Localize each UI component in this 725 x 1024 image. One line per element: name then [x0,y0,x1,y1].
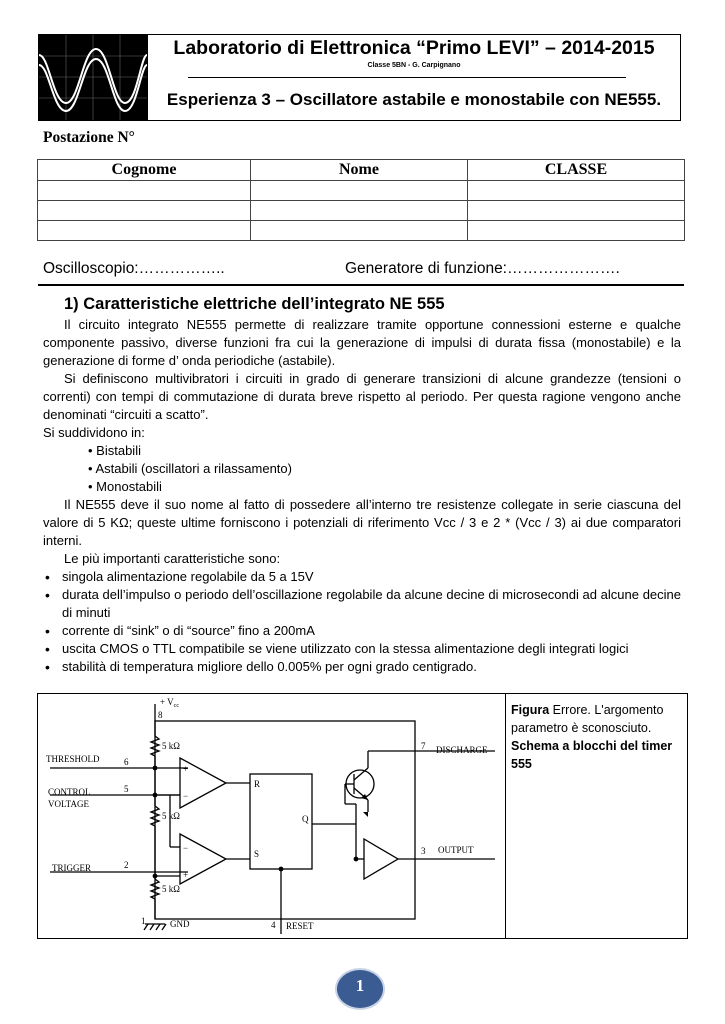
discharge-label: DISCHARGE [436,745,488,755]
nome-cell[interactable] [251,201,468,221]
vcc-label: + $V_{cc}$ [160,697,179,709]
list-item: • singola alimentazione regolabile da 5 a 15V [43,568,681,586]
pin-number: 5 [124,784,129,794]
postazione-label: Postazione N° [43,129,135,146]
flipflop-q: Q [302,814,309,824]
paragraph: Si suddividono in: [43,425,145,440]
list-item: • durata dell’impulso o periodo dell’oscillazione regolabile da alcune decine di microsecondi ad alcune decine di minuti [43,586,681,622]
caption-title: Schema a blocchi del timer 555 [511,739,673,771]
paragraph: Il NE555 deve il suo nome al fatto di possedere all’interno tre resistenze collegate in serie ciascuna del valore di 5 KΩ; queste ultime forniscono i potenziali di riferimento Vcc / 3 e 2 * (Vcc / 3) ai due comparatori interni. [43,497,681,548]
column-header: Cognome [38,160,251,181]
comparator-input-sign: − [183,791,189,801]
cognome-cell[interactable] [38,201,251,221]
features-list [43,568,681,676]
generator-text: Generatore di funzione:…………………. [345,260,620,277]
list-item: • Bistabili [88,442,681,460]
cognome-cell[interactable] [38,221,251,241]
oscilloscope-field[interactable]: Oscilloscopio:…………….. [43,260,225,277]
timer-555-block-diagram [40,696,502,936]
figure-caption [511,701,683,773]
resistor-label: 5 kΩ [162,884,180,894]
list-item: • corrente di “sink” o di “source” fino a 200mA [43,622,681,640]
caption-label: Figura [511,703,550,717]
section-rule [38,284,684,286]
class-line: Classe 5BN - G. Carpignano [367,62,461,69]
paragraph: Le più importanti caratteristiche sono: [64,551,281,566]
flipflop-s: S [254,849,260,859]
pin-number: 6 [124,757,129,767]
list-item: • Astabili (oscillatori a rilassamento) [88,460,681,478]
nome-cell[interactable] [251,181,468,201]
caption-error: Errore. L'argomento parametro è sconosciuto. [511,703,664,735]
column-header: CLASSE [468,160,685,181]
gnd-label: GND [170,919,190,929]
comparator-input-sign: − [183,843,189,853]
pin-number: 8 [158,710,163,720]
paragraph: Il circuito integrato NE555 permette di realizzare tramite opportune connessioni esterne e qualche componente passivo, diverse funzioni fra cui la generazione di impulsi di durata fissa (monostabile) e la generazione di forme d’ onda periodiche (astabile). [43,317,681,368]
classe-cell[interactable] [468,201,685,221]
list-item: • Monostabili [88,478,681,496]
pin-number: 7 [421,741,426,751]
multivibrator-types-list [43,442,681,496]
flipflop-r: R [254,779,261,789]
header-rule [188,77,626,78]
document-title: Laboratorio di Elettronica “Primo LEVI” – 2014-2015 [173,37,655,59]
trigger-label: TRIGGER [52,863,91,873]
paragraph: Si definiscono multivibratori i circuiti in grado di generare transizioni di alcune grandezze (tensioni o correnti) con tempi di commutazione di durata breve rispetto al periodo. Per questa ragione vengono anche denominati “circuiti a scatto”. [43,371,681,422]
nome-cell[interactable] [251,221,468,241]
output-label: OUTPUT [438,845,474,855]
list-item: • uscita CMOS o TTL compatibile se viene utilizzato con la stessa alimentazione degli integrati logici [43,640,681,658]
classe-cell[interactable] [468,181,685,201]
students-table [37,159,685,241]
generator-field[interactable] [345,260,620,278]
control-voltage-label: CONTROL [48,787,91,797]
figure-divider [505,693,506,939]
pin-number: 1 [141,916,146,926]
resistor-label: 5 kΩ [162,811,180,821]
oscilloscope-logo [39,35,148,120]
table-row [38,201,685,221]
comparator-input-sign: + [183,764,189,774]
comparator-input-sign: + [183,870,189,880]
resistor-label: 5 kΩ [162,741,180,751]
cognome-cell[interactable] [38,181,251,201]
control-voltage-label-2: VOLTAGE [48,799,89,809]
experiment-title: Esperienza 3 – Oscillatore astabile e monostabile con NE555. [166,90,662,109]
column-header: Nome [251,160,468,181]
table-row [38,181,685,201]
section-body [43,316,681,676]
list-item: • stabilità di temperatura migliore dello 0.005% per ogni grado centigrado. [43,658,681,676]
page-number: 1 [355,976,365,995]
threshold-label: THRESHOLD [46,754,100,764]
table-row [38,221,685,241]
pin-number: 4 [271,920,276,930]
reset-label: RESET [286,921,314,931]
pin-number: 3 [421,846,426,856]
section-heading: 1) Caratteristiche elettriche dell’integrato NE 555 [64,295,445,313]
pin-number: 2 [124,860,129,870]
classe-cell[interactable] [468,221,685,241]
